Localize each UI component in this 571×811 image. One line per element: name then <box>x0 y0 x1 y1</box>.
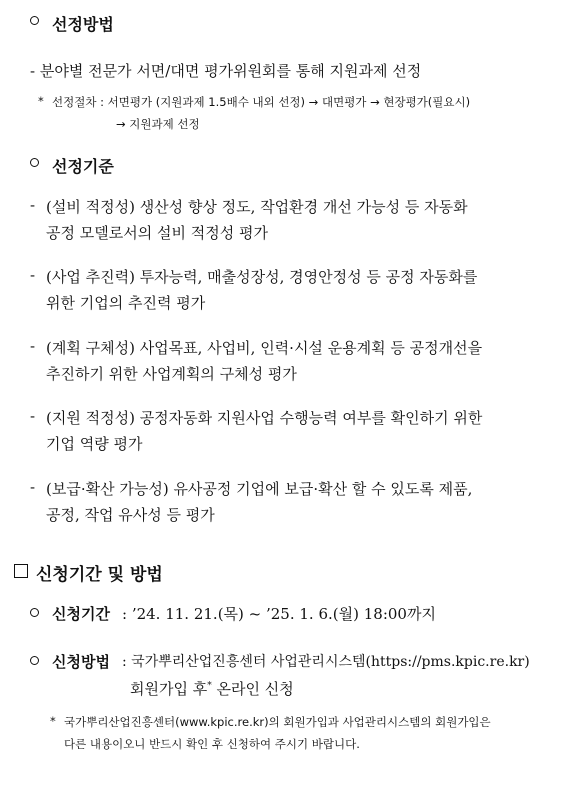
circle-bullet-icon <box>30 158 39 167</box>
square-bullet-icon <box>14 564 28 578</box>
criteria-item-line-cont: 공정 모델로서의 설비 적정성 평가 <box>46 224 268 242</box>
criteria-item-line: (사업 추진력) 투자능력, 매출성장성, 경영안정성 등 공정 자동화를 <box>46 268 478 286</box>
selection-procedure-note-cont: → 지원과제 선정 <box>116 117 200 131</box>
criteria-item-line: (계획 구체성) 사업목표, 사업비, 인력·시설 운용계획 등 공정개선을 <box>46 339 483 357</box>
selection-method-item: - 분야별 전문가 서면/대면 평가위원회를 통해 지원과제 선정 <box>30 62 422 80</box>
criteria-item-line-cont: 위한 기업의 추진력 평가 <box>46 294 206 312</box>
application-method-value-cont <box>130 678 294 699</box>
dash-marker: - <box>30 337 36 355</box>
section-title-selection-method: 선정방법 <box>52 15 114 34</box>
dash-marker: - <box>30 407 36 425</box>
criteria-item-line-cont: 기업 역량 평가 <box>46 435 143 453</box>
section-title-selection-criteria: 선정기준 <box>52 157 114 176</box>
signup-note: 국가뿌리산업진흥센터(www.kpic.re.kr)의 회원가입과 사업관리시스템의 회원가입은 <box>64 715 491 729</box>
application-period-value: : ’24. 11. 21.(목) ~ ’25. 1. 6.(월) 18:00까지 <box>122 605 436 623</box>
dash-marker: - <box>30 196 36 214</box>
section-title-application: 신청기간 및 방법 <box>36 565 163 585</box>
criteria-item-line: (설비 적정성) 생산성 향상 정도, 작업환경 개선 가능성 등 자동화 <box>46 198 468 216</box>
criteria-item-line: (지원 적정성) 공정자동화 지원사업 수행능력 여부를 확인하기 위한 <box>46 409 483 427</box>
note-marker: * <box>38 94 44 108</box>
online-apply-text: 온라인 신청 <box>216 680 294 698</box>
dash-marker: - <box>30 478 36 496</box>
application-method-label: 신청방법 <box>52 653 110 671</box>
criteria-item-line-cont: 공정, 작업 유사성 등 평가 <box>46 506 215 524</box>
application-method-value: : 국가뿌리산업진흥센터 사업관리시스템(https://pms.kpic.re.kr) <box>122 654 530 670</box>
application-period-label: 신청기간 <box>52 605 110 623</box>
criteria-item-line: (보급·확산 가능성) 유사공정 기업에 보급·확산 할 수 있도록 제품, <box>46 480 473 498</box>
signup-text: 회원가입 후 <box>130 680 208 698</box>
dash-marker: - <box>30 266 36 284</box>
criteria-item-line-cont: 추진하기 위한 사업계획의 구체성 평가 <box>46 365 297 383</box>
footnote-marker: * <box>207 681 212 691</box>
circle-bullet-icon <box>30 608 39 617</box>
circle-bullet-icon <box>30 656 39 665</box>
selection-procedure-note: 선정절차 : 서면평가 (지원과제 1.5배수 내외 선정) → 대면평가 → 현장평가(필요시) <box>52 95 471 109</box>
signup-note-cont: 다른 내용이오니 반드시 확인 후 신청하여 주시기 바랍니다. <box>64 737 360 751</box>
note-marker: * <box>50 714 56 728</box>
circle-bullet-icon <box>30 16 39 25</box>
